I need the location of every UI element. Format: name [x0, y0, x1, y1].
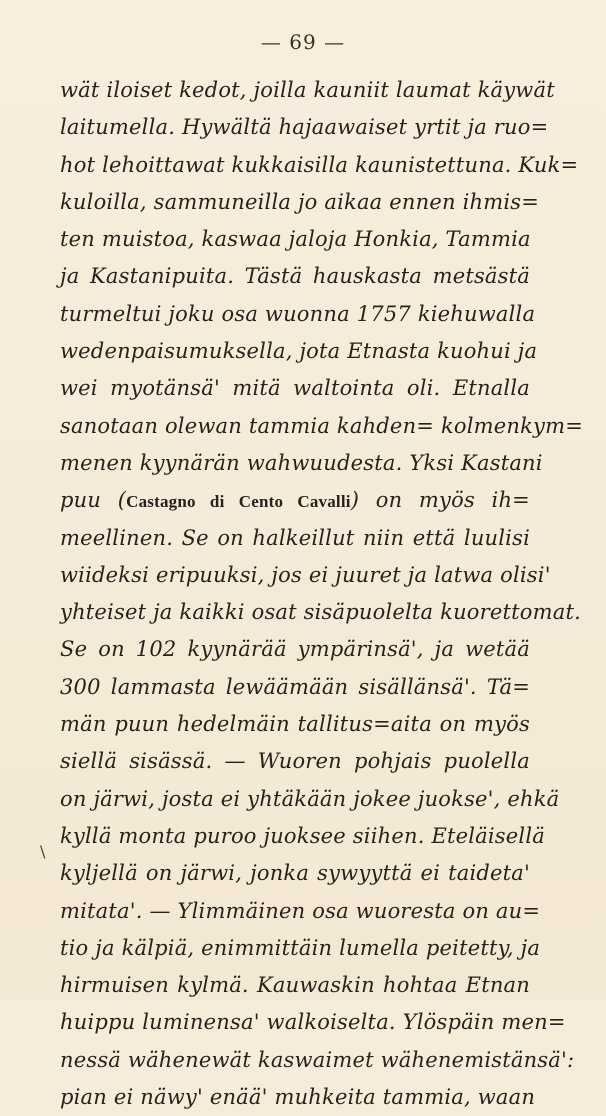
text-line: tio ja kälpiä, enimmittäin lumella peitetty, ja: [60, 935, 541, 960]
text-line: hot lehoittawat kukkaisilla kaunistettuna. Kuk=: [60, 152, 579, 177]
text-line: turmeltui joku osa wuonna 1757 kiehuwalla: [60, 301, 536, 326]
text-line: laitumella. Hywältä hajaawaiset yrtit ja ruo=: [60, 115, 549, 140]
text-line: Se on 102 kyynärää ympärinsä', ja wetää: [60, 637, 530, 662]
margin-mark: \: [40, 842, 46, 861]
text-line: puu (Castagno di Cento Cavalli) on myös ih=: [60, 488, 530, 513]
body-text: [60, 72, 584, 1116]
text-line: kyllä monta puroo juoksee siihen. Eteläisellä: [60, 823, 545, 848]
text-line: wiideksi eripuuksi, jos ei juuret ja latwa olisi': [60, 562, 551, 587]
text-line: ja Kastanipuita. Tästä hauskasta metsästä: [60, 264, 530, 289]
text-line: mitata'. — Ylimmäinen osa wuoresta on au=: [60, 898, 541, 923]
text-line: män puun hedelmäin tallitus=aita on myös: [60, 712, 530, 737]
text-line: nessä wähenewät kaswaimet wähenemistänsä':: [60, 1047, 575, 1072]
text-line: ten muistoa, kaswaa jaloja Honkia, Tammia: [60, 227, 531, 252]
text-line: 300 lammasta lewäämään sisällänsä'. Tä=: [60, 674, 530, 699]
text-line: meellinen. Se on halkeillut niin että luulisi: [60, 525, 530, 550]
text-line: huippu luminensa' walkoiselta. Ylöspäin men=: [60, 1010, 566, 1035]
page-number: — 69 —: [260, 30, 346, 54]
text-line: wei myotänsä' mitä waltointa oli. Etnalla: [60, 376, 530, 401]
text-line: menen kyynärän wahwuudesta. Yksi Kastani: [60, 450, 543, 475]
text-line: on järwi, josta ei yhtäkään jokee juokse', ehkä: [60, 786, 560, 811]
text-line: kyljellä on järwi, jonka sywyyttä ei taideta': [60, 861, 530, 886]
text-line: hirmuisen kylmä. Kauwaskin hohtaa Etnan: [60, 973, 530, 998]
text-line: wät iloiset kedot, joilla kauniit laumat käywät: [60, 78, 555, 102]
latin-phrase: Castagno di Cento Cavalli: [126, 492, 351, 512]
text-line: siellä sisässä. — Wuoren pohjais puolella: [60, 749, 530, 774]
text-line: yhteiset ja kaikki osat sisäpuolelta kuorettomat.: [60, 600, 581, 625]
text-line: sanotaan olewan tammia kahden= kolmenkym=: [60, 413, 584, 438]
text-line: pian ei näwy' enää' muhkeita tammia, waan: [60, 1085, 536, 1110]
text-line: wedenpaisumuksella, jota Etnasta kuohui ja: [60, 339, 538, 364]
text-line: kuloilla, sammuneilla jo aikaa ennen ihmis=: [60, 189, 540, 214]
